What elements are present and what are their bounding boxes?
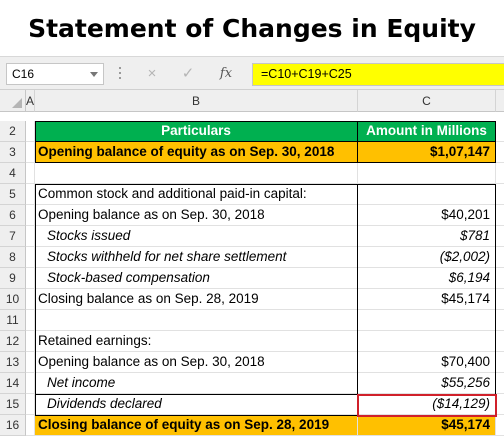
cell-d[interactable] [496, 352, 504, 373]
cell-particulars[interactable]: Net income [35, 373, 358, 394]
cell-amount[interactable] [358, 163, 496, 184]
table-row [0, 184, 504, 205]
name-box-value: C16 [12, 67, 35, 81]
cell-a[interactable] [26, 121, 35, 142]
cell-d[interactable] [496, 394, 504, 415]
cell-particulars[interactable]: Opening balance of equity as on Sep. 30, 2018 [35, 142, 358, 163]
cell-d[interactable] [496, 247, 504, 268]
column-header-b[interactable]: B [35, 90, 358, 112]
row-number[interactable]: 15 [0, 394, 26, 415]
cell-particulars[interactable] [35, 310, 358, 331]
cell-particulars[interactable]: Closing balance as on Sep. 28, 2019 [35, 289, 358, 310]
cell-d[interactable] [496, 142, 504, 163]
cell-particulars[interactable]: Particulars [35, 121, 358, 142]
row-number[interactable]: 14 [0, 373, 26, 394]
cell-a[interactable] [26, 205, 35, 226]
cell-amount[interactable]: $1,07,147 [358, 142, 496, 163]
cell-d[interactable] [496, 310, 504, 331]
row-number[interactable]: 4 [0, 163, 26, 184]
cell-d[interactable] [496, 121, 504, 142]
table-row [0, 394, 504, 415]
table-row [0, 121, 504, 142]
cell-a[interactable] [26, 415, 35, 436]
cell-amount[interactable] [358, 184, 496, 205]
cell-amount[interactable]: Amount in Millions [358, 121, 496, 142]
spreadsheet-grid [0, 90, 504, 443]
page-title: Statement of Changes in Equity [28, 13, 476, 43]
cell-amount[interactable]: $40,201 [358, 205, 496, 226]
table-row [0, 352, 504, 373]
cell-amount[interactable]: $45,174 [358, 415, 496, 436]
cell-d[interactable] [496, 415, 504, 436]
row-number[interactable]: 9 [0, 268, 26, 289]
cell-particulars[interactable]: Retained earnings: [35, 331, 358, 352]
cell-amount[interactable]: ($2,002) [358, 247, 496, 268]
row-number[interactable]: 13 [0, 352, 26, 373]
row-number[interactable]: 10 [0, 289, 26, 310]
table-row [0, 289, 504, 310]
function-icon[interactable]: fx [219, 66, 233, 81]
cell-d[interactable] [496, 184, 504, 205]
table-row [0, 205, 504, 226]
row-number[interactable]: 3 [0, 142, 26, 163]
cell-amount[interactable]: $70,400 [358, 352, 496, 373]
cell-a[interactable] [26, 289, 35, 310]
cell-d[interactable] [496, 226, 504, 247]
cell-particulars[interactable]: Stocks issued [35, 226, 358, 247]
cell-a[interactable] [26, 394, 35, 415]
name-box[interactable] [6, 63, 104, 85]
table-row [0, 331, 504, 352]
cell-particulars[interactable] [35, 163, 358, 184]
table-row [0, 415, 504, 436]
cell-a[interactable] [26, 310, 35, 331]
cell-particulars[interactable]: Stocks withheld for net share settlement [35, 247, 358, 268]
cell-a[interactable] [26, 247, 35, 268]
cell-particulars[interactable]: Common stock and additional paid-in capital: [35, 184, 358, 205]
cell-d[interactable] [496, 268, 504, 289]
column-header-a[interactable]: A [26, 90, 35, 112]
cell-a[interactable] [26, 268, 35, 289]
row-number[interactable]: 16 [0, 415, 26, 436]
cell-amount[interactable]: $781 [358, 226, 496, 247]
cell-amount[interactable] [358, 310, 496, 331]
table-row [0, 226, 504, 247]
column-header-d[interactable] [496, 90, 504, 112]
table-row [0, 163, 504, 184]
cell-a[interactable] [26, 163, 35, 184]
cancel-icon[interactable]: × [147, 65, 157, 82]
column-header-c[interactable]: C [358, 90, 496, 112]
cell-d[interactable] [496, 289, 504, 310]
cell-a[interactable] [26, 142, 35, 163]
row-number[interactable]: 2 [0, 121, 26, 142]
cell-a[interactable] [26, 352, 35, 373]
cell-a[interactable] [26, 331, 35, 352]
cell-particulars[interactable]: Opening balance as on Sep. 30, 2018 [35, 352, 358, 373]
cell-particulars[interactable]: Opening balance as on Sep. 30, 2018 [35, 205, 358, 226]
table-row [0, 310, 504, 331]
cell-d[interactable] [496, 373, 504, 394]
cell-d[interactable] [496, 331, 504, 352]
cell-amount[interactable]: $6,194 [358, 268, 496, 289]
row-number[interactable]: 12 [0, 331, 26, 352]
cell-d[interactable] [496, 163, 504, 184]
cell-a[interactable] [26, 184, 35, 205]
cell-amount[interactable] [358, 331, 496, 352]
row-number[interactable]: 5 [0, 184, 26, 205]
row-number[interactable]: 11 [0, 310, 26, 331]
enter-icon[interactable]: ✓ [181, 65, 195, 82]
cell-amount[interactable]: ($14,129) [358, 394, 496, 415]
chevron-down-icon[interactable] [90, 72, 98, 77]
cell-d[interactable] [496, 205, 504, 226]
row-number[interactable]: 7 [0, 226, 26, 247]
select-all-icon [12, 98, 22, 108]
table-row [0, 247, 504, 268]
cell-particulars[interactable]: Closing balance of equity as on Sep. 28, 2019 [35, 415, 358, 436]
table-row [0, 268, 504, 289]
cell-a[interactable] [26, 373, 35, 394]
row-number[interactable]: 8 [0, 247, 26, 268]
select-all-corner[interactable] [0, 90, 26, 112]
cell-amount[interactable]: $55,256 [358, 373, 496, 394]
formula-bar [0, 56, 504, 90]
cell-a[interactable] [26, 226, 35, 247]
cell-particulars[interactable]: Dividends declared [35, 394, 358, 415]
formula-input[interactable]: =C10+C19+C25 [252, 63, 504, 86]
drag-handle-icon[interactable] [118, 67, 122, 81]
cell-amount[interactable]: $45,174 [358, 289, 496, 310]
table-row [0, 142, 504, 163]
table-row [0, 373, 504, 394]
row-number[interactable]: 6 [0, 205, 26, 226]
cell-particulars[interactable]: Stock-based compensation [35, 268, 358, 289]
